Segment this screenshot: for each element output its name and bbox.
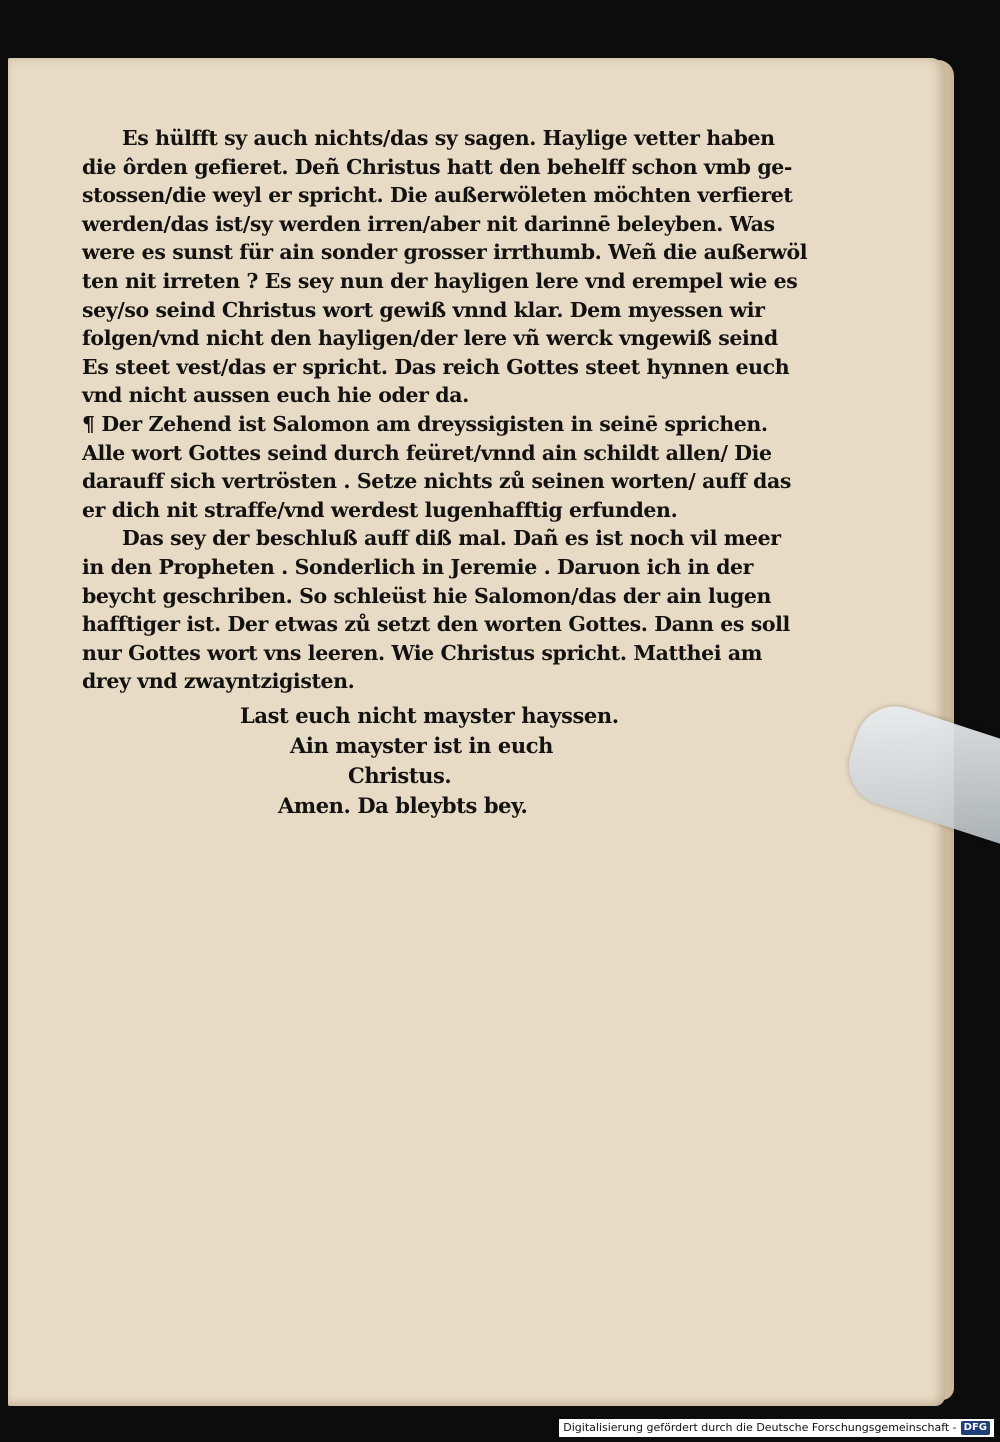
text-line: Das sey der beschluß auff diß mal. Dañ es ist noch vil meer — [122, 526, 781, 551]
text-line: were es sunst für ain sonder grosser irrthumb. Weñ die außerwöl — [82, 240, 808, 265]
text-line: stossen/die weyl er spricht. Die außerwöleten möchten verfieret — [82, 183, 793, 208]
text-line: Es steet vest/das er spricht. Das reich Gottes steet hynnen euch — [82, 354, 790, 379]
colophon-line: Amen. Da bleybts bey. — [278, 793, 528, 818]
footer-text: Digitalisierung gefördert durch die Deutsche Forschungsgemeinschaft - — [563, 1421, 957, 1434]
text-line: Alle wort Gottes seind durch feüret/vnnd ain schildt allen/ Die — [82, 440, 772, 465]
main-text-block — [82, 124, 808, 696]
text-line: in den Propheten . Sonderlich in Jeremie . Daruon ich in der — [82, 554, 754, 579]
text-line: sey/so seind Christus wort gewiß vnnd klar. Dem myessen wir — [82, 297, 765, 322]
text-line: ¶ Der Zehend ist Salomon am dreyssigisten in seinē sprichen. — [82, 411, 768, 436]
colophon-line: Christus. — [348, 763, 452, 788]
text-line: ten nit irreten ? Es sey nun der hayligen lere vnd erempel wie es — [82, 268, 798, 293]
text-line: nur Gottes wort vns leeren. Wie Christus spricht. Matthei am — [82, 640, 763, 665]
colophon-line: Ain mayster ist in euch — [290, 733, 553, 758]
text-line: Es hülfft sy auch nichts/das sy sagen. Haylige vetter haben — [122, 126, 775, 150]
text-line: die ôrden gefieret. Deñ Christus hatt den behelff schon vmb ge- — [82, 154, 793, 179]
text-line: drey vnd zwayntzigisten. — [82, 669, 355, 694]
text-line: vnd nicht aussen euch hie oder da. — [82, 383, 469, 408]
text-line: folgen/vnd nicht den hayligen/der lere vñ werck vngewiß seind — [82, 326, 778, 351]
text-line: hafftiger ist. Der etwas zů setzt den worten Gottes. Dann es soll — [82, 612, 790, 637]
text-line: er dich nit straffe/vnd werdest lugenhafftig erfunden. — [82, 497, 678, 522]
dfg-logo-icon: DFG — [961, 1421, 990, 1435]
colophon — [240, 701, 619, 821]
text-line: darauff sich vertrösten . Setze nichts zů seinen worten/ auff das — [82, 469, 791, 494]
text-line: beycht geschriben. So schleüst hie Salomon/das der ain lugen — [82, 583, 772, 608]
digitization-footer — [559, 1419, 994, 1437]
text-line: werden/das ist/sy werden irren/aber nit darinnē beleyben. Was — [82, 211, 775, 236]
colophon-line: Last euch nicht mayster hayssen. — [240, 703, 619, 728]
